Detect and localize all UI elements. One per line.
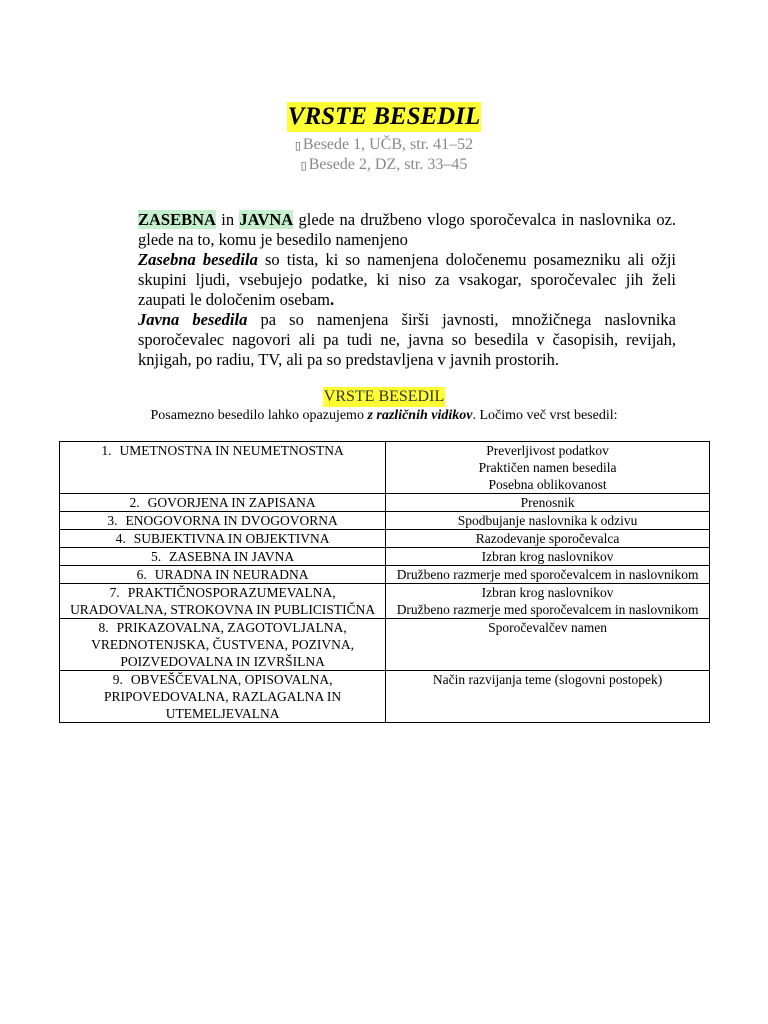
table-row xyxy=(60,548,710,566)
criteria-cell xyxy=(386,512,710,530)
lead-emphasis: z različnih vidikov xyxy=(367,408,473,423)
row-number: 6. xyxy=(136,567,147,582)
criterion: Družbeno razmerje med sporočevalcem in naslovnikom xyxy=(396,602,699,617)
row-number: 3. xyxy=(107,513,118,528)
criterion: Razodevanje sporočevalca xyxy=(475,531,620,546)
text-type-cell xyxy=(60,548,386,566)
text-type-label: OBVEŠČEVALNA, OPISOVALNA, PRIPOVEDOVALNA, RAZLAGALNA IN UTEMELJEVALNA xyxy=(104,672,342,721)
text-type-cell xyxy=(60,494,386,512)
criteria-cell xyxy=(386,671,710,723)
private-end: . xyxy=(329,290,335,309)
section-subtitle: VRSTE BESEDIL xyxy=(323,388,445,405)
table-row xyxy=(60,530,710,548)
text-type-cell xyxy=(60,566,386,584)
page-title: VRSTE BESEDIL xyxy=(287,103,481,130)
reference-line-2 xyxy=(0,155,768,175)
subtitle-container xyxy=(0,387,768,407)
table-row xyxy=(60,442,710,494)
table-row xyxy=(60,566,710,584)
table-row xyxy=(60,619,710,671)
criterion: Preverljivost podatkov xyxy=(486,443,609,458)
lead-sentence xyxy=(0,407,768,424)
reference-text: Besede 2, DZ, str. 33–45 xyxy=(308,156,468,173)
text-type-label: UMETNOSTNA IN NEUMETNOSTNA xyxy=(119,443,344,458)
row-number: 1. xyxy=(101,443,112,458)
criteria-cell xyxy=(386,530,710,548)
text-type-label: URADNA IN NEURADNA xyxy=(154,567,309,582)
text-type-cell xyxy=(60,530,386,548)
criteria-cell xyxy=(386,442,710,494)
reference-text: Besede 1, UČB, str. 41–52 xyxy=(302,136,474,153)
lead-before: Posamezno besedilo lahko opazujemo xyxy=(150,408,364,423)
text-type-label: ZASEBNA IN JAVNA xyxy=(169,549,295,564)
private-term: Zasebna besedila xyxy=(138,250,258,269)
text-type-cell xyxy=(60,512,386,530)
row-number: 7. xyxy=(109,585,120,600)
criterion: Izbran krog naslovnikov xyxy=(481,585,614,600)
criterion: Način razvijanja teme (slogovni postopek) xyxy=(432,672,663,687)
text-type-cell xyxy=(60,619,386,671)
table-row xyxy=(60,584,710,619)
public-text: pa so namenjena širši javnosti, množičnega naslovnika sporočevalec nagovori ali pa tudi ne, javna so besedila v časopisih, revijah, knjigah, po radiu, TV, ali pa so predstavljena v javnih prostorih. xyxy=(138,310,676,369)
criterion: Družbeno razmerje med sporočevalcem in naslovnikom xyxy=(396,567,699,582)
table-row xyxy=(60,512,710,530)
criterion: Posebna oblikovanost xyxy=(488,477,607,492)
reference-line-1 xyxy=(0,135,768,155)
criterion: Izbran krog naslovnikov xyxy=(481,549,614,564)
criterion: Prenosnik xyxy=(520,495,575,510)
text-type-cell xyxy=(60,671,386,723)
criterion: Spodbujanje naslovnika k odzivu xyxy=(457,513,638,528)
row-number: 5. xyxy=(151,549,162,564)
term-public: JAVNA xyxy=(239,210,294,229)
text-type-label: GOVORJENA IN ZAPISANA xyxy=(147,495,316,510)
text-type-label: ENOGOVORNA IN DVOGOVORNA xyxy=(125,513,338,528)
intro-paragraph xyxy=(138,210,676,370)
text-type-label: SUBJEKTIVNA IN OBJEKTIVNA xyxy=(133,531,330,546)
criteria-cell xyxy=(386,566,710,584)
text-type-label: PRAKTIČNOSPORAZUMEVALNA, URADOVALNA, STROKOVNA IN PUBLICISTIČNA xyxy=(70,585,376,617)
book-icon: ▯ xyxy=(300,159,307,172)
title-container xyxy=(0,102,768,132)
criterion: Sporočevalčev namen xyxy=(488,620,607,635)
term-private: ZASEBNA xyxy=(138,210,216,229)
and-word: in xyxy=(221,210,235,229)
criteria-cell xyxy=(386,548,710,566)
row-number: 4. xyxy=(115,531,126,546)
criteria-cell xyxy=(386,619,710,671)
criterion: Praktičen namen besedila xyxy=(478,460,617,475)
text-type-cell xyxy=(60,584,386,619)
intro-text: glede na družbeno vlogo sporočevalca in naslovnika oz. glede na to, komu je besedilo namenjeno xyxy=(138,210,677,249)
criteria-cell xyxy=(386,584,710,619)
table-row xyxy=(60,671,710,723)
text-type-cell xyxy=(60,442,386,494)
table-row xyxy=(60,494,710,512)
private-text: so tista, ki so namenjena določenemu posamezniku ali ožji skupini ljudi, vsebujejo podatke, ki niso za vsakogar, sporočevalec jih želi zaupati le določenim osebam xyxy=(138,250,676,309)
row-number: 9. xyxy=(112,672,123,687)
row-number: 8. xyxy=(98,620,109,635)
lead-after: . Ločimo več vrst besedil: xyxy=(472,408,618,423)
public-term: Javna besedila xyxy=(138,310,248,329)
book-icon: ▯ xyxy=(294,139,301,152)
criteria-cell xyxy=(386,494,710,512)
text-types-table xyxy=(59,441,710,723)
row-number: 2. xyxy=(129,495,140,510)
text-type-label: PRIKAZOVALNA, ZAGOTOVLJALNA, VREDNOTENJSKA, ČUSTVENA, POZIVNA, POIZVEDOVALNA IN IZVRŠILNA xyxy=(91,620,355,669)
